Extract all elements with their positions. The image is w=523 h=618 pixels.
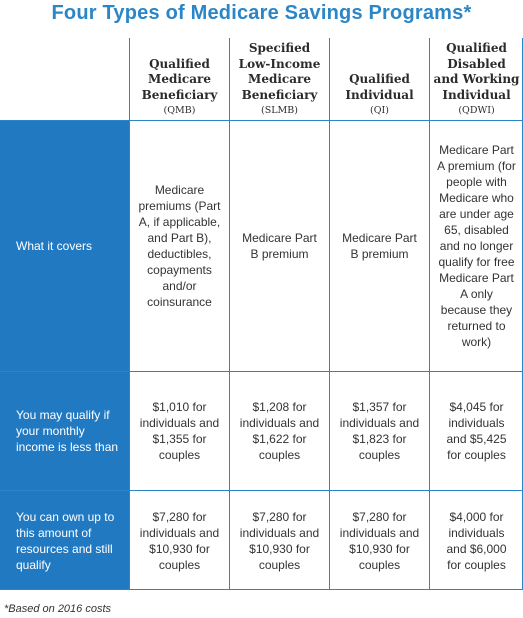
cell-income-qmb: $1,010 for individuals and $1,355 for couples	[139, 400, 220, 462]
header-qi-abbr: (QI)	[370, 105, 389, 116]
row-label-income: You may qualify if your monthly income is less than	[16, 408, 119, 454]
header-qdwi	[430, 38, 523, 120]
header-qmb-line-1: Qualified	[149, 56, 210, 71]
header-qmb-line-3: Beneficiary	[141, 87, 218, 102]
header-qmb-abbr: (QMB)	[163, 105, 196, 116]
header-slmb-line-2: Low-Income	[238, 56, 321, 71]
page-title: Four Types of Medicare Savings Programs*	[51, 2, 472, 24]
header-qdwi-line-4: Individual	[442, 87, 511, 102]
header-slmb-line-1: Specified	[248, 41, 311, 55]
cell-covers-qdwi: Medicare Part A premium (for people with Medicare who are under age 65, disabled and no longer qualify for free Medicare Part A only because they returned to work)	[437, 142, 516, 349]
grid-line-horizontal	[0, 371, 523, 372]
grid-line-horizontal	[0, 120, 523, 121]
header-qdwi-line-1: Qualified	[446, 41, 507, 55]
cell-income-qi: $1,357 for individuals and $1,823 for couples	[339, 400, 420, 462]
header-qi	[330, 38, 429, 120]
cell-income-qdwi: $4,045 for individuals and $5,425 for couples	[446, 400, 507, 462]
cell-covers-qi: Medicare Part B premium	[342, 230, 417, 261]
cell-covers-slmb: Medicare Part B premium	[242, 230, 317, 261]
footnote: *Based on 2016 costs	[4, 603, 112, 615]
row-label-what-it-covers: What it covers	[16, 238, 93, 253]
header-qmb	[130, 38, 229, 120]
cell-resources-qi: $7,280 for individuals and $10,930 for couples	[339, 509, 420, 572]
header-qdwi-abbr: (QDWI)	[458, 105, 495, 116]
cell-resources-qmb: $7,280 for individuals and $10,930 for couples	[139, 509, 220, 572]
row-label-resources: You can own up to this amount of resources and still qualify	[16, 509, 115, 572]
header-slmb	[230, 38, 329, 120]
header-slmb-line-4: Beneficiary	[241, 87, 318, 102]
cell-resources-qdwi: $4,000 for individuals and $6,000 for couples	[446, 509, 507, 572]
header-qdwi-line-3: and Working	[433, 72, 520, 86]
header-qdwi-line-2: Disabled	[447, 56, 506, 71]
header-slmb-abbr: (SLMB)	[261, 105, 298, 116]
grid-line-horizontal	[0, 490, 523, 491]
cell-covers-qmb: Medicare premiums (Part A, if applicable, and Part B), deductibles, copayments and/or coinsurance	[138, 182, 221, 309]
cell-resources-slmb: $7,280 for individuals and $10,930 for couples	[239, 509, 320, 572]
header-slmb-line-3: Medicare	[248, 72, 311, 86]
header-qi-line-2: Individual	[345, 87, 414, 102]
cell-income-slmb: $1,208 for individuals and $1,622 for couples	[239, 400, 320, 462]
grid-line-horizontal	[0, 589, 523, 590]
header-qi-line-1: Qualified	[349, 72, 410, 86]
header-qmb-line-2: Medicare	[148, 72, 211, 86]
